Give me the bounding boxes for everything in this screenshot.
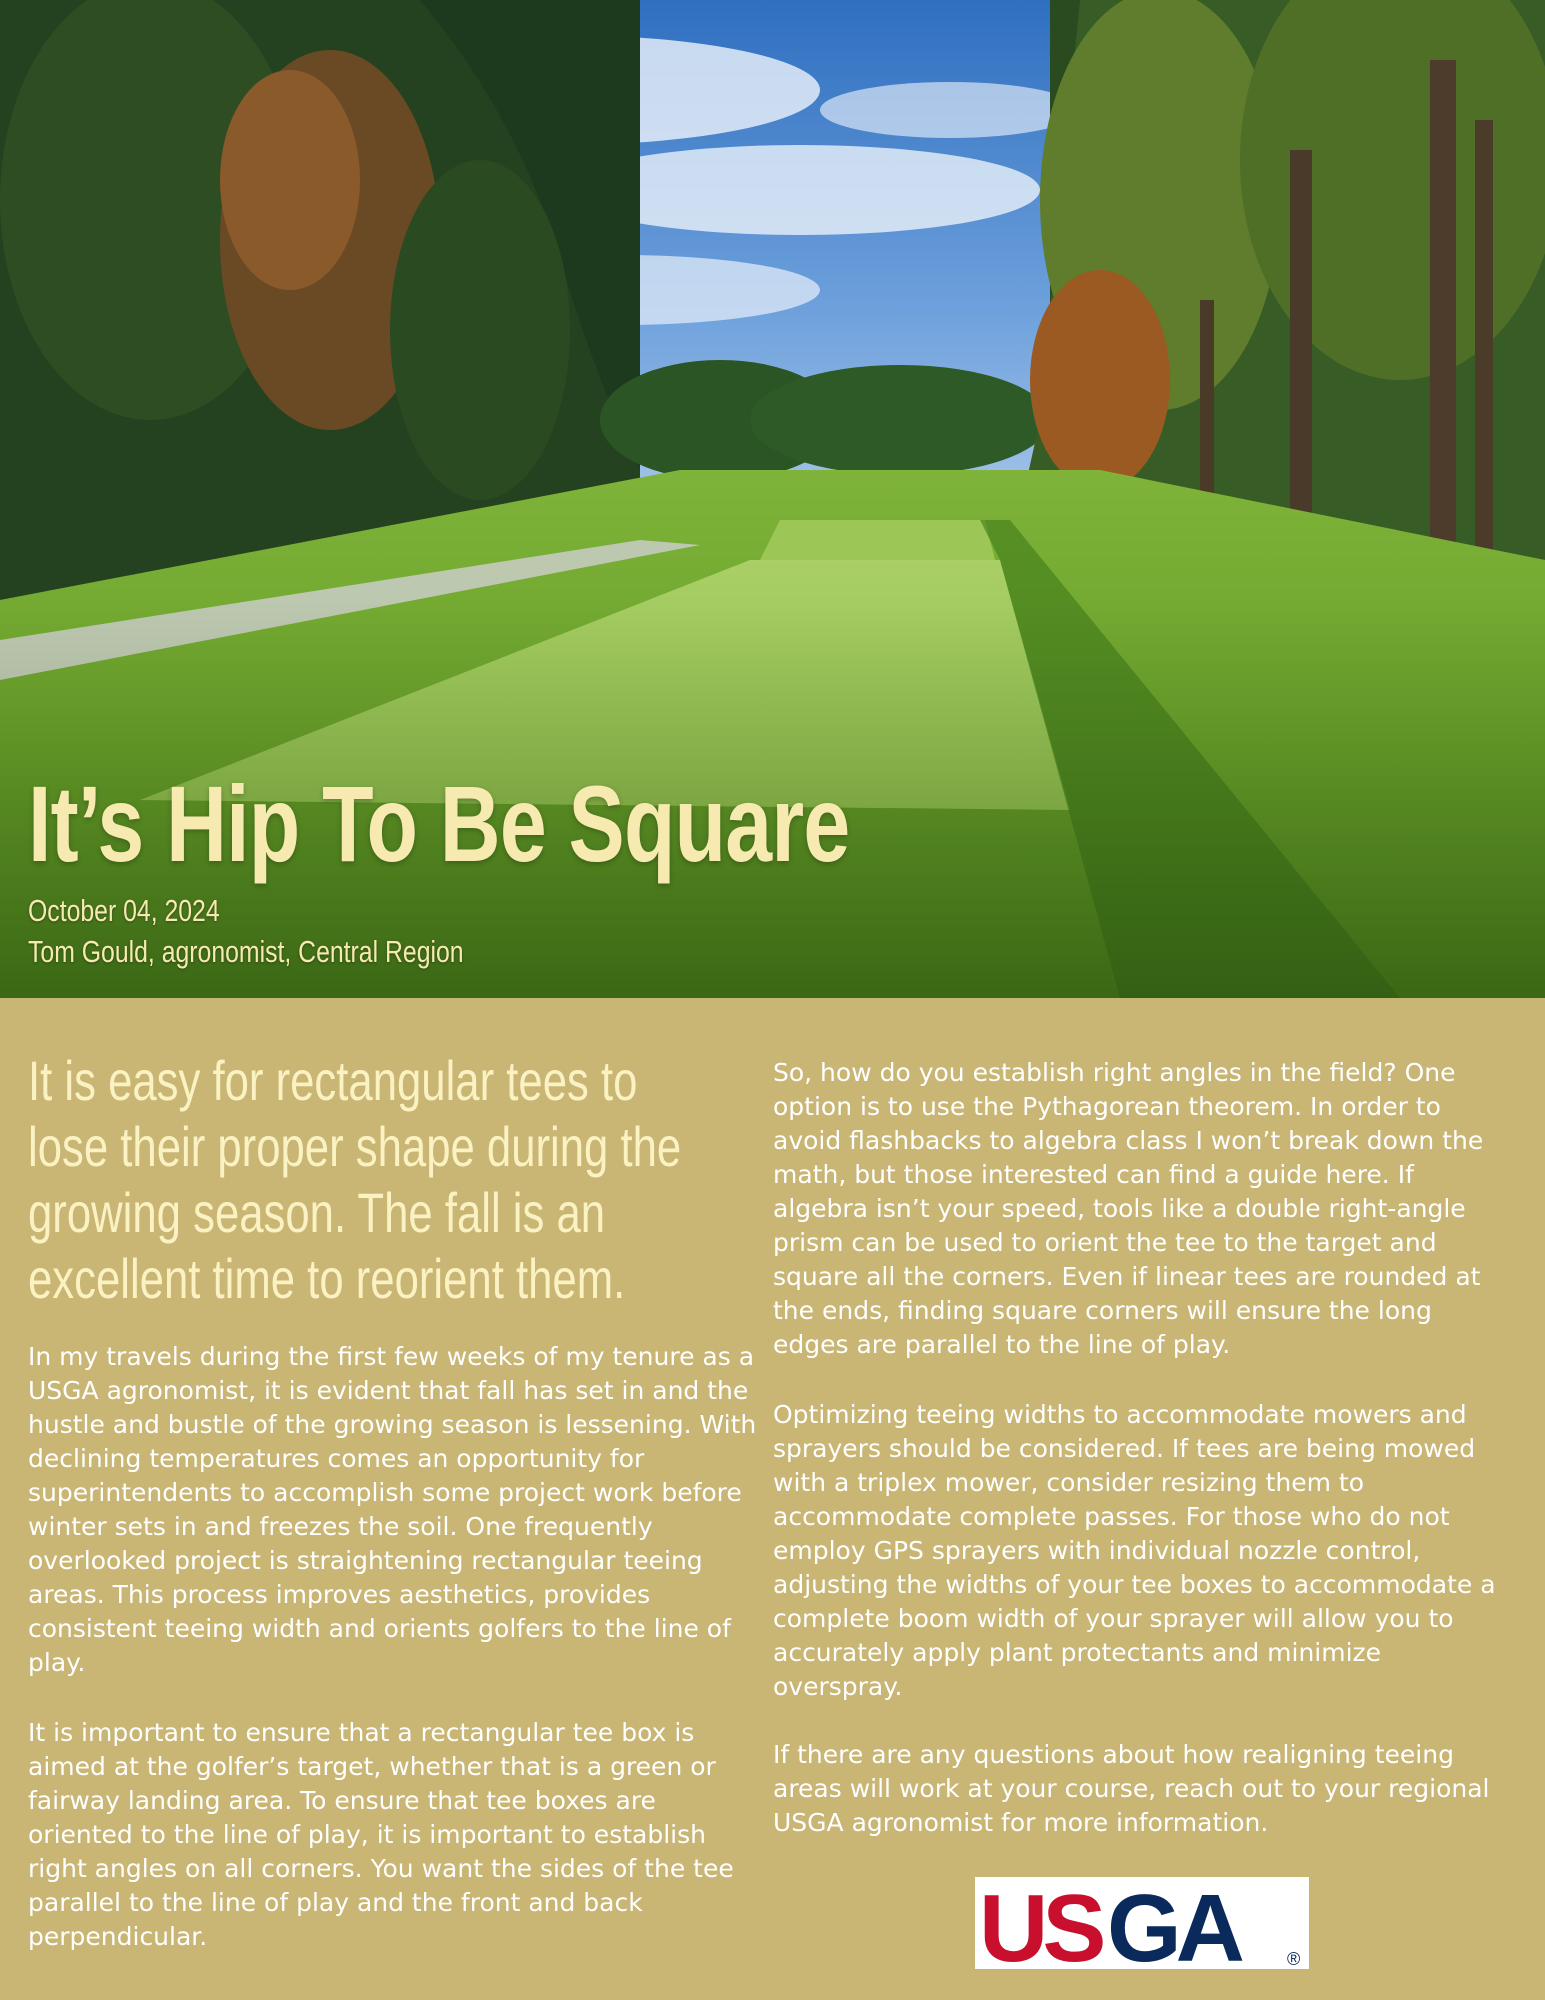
hero-heading-block	[28, 763, 1081, 972]
usga-logo	[975, 1877, 1309, 1969]
article-body	[0, 998, 1545, 2000]
article-lede: It is easy for rectangular tees to lose their proper shape during the growing season. The fall is an excellent time to reorient them.	[28, 1049, 682, 1310]
paragraph: It is important to ensure that a rectangular tee box is aimed at the golfer’s target, whether that is a green or fairway landing area. To ensure that tee boxes are oriented to the line of play, it is important to establish right angles on all corners. You want the sides of the tee parallel to the line of play and the front and back perpendicular.	[28, 1718, 734, 1951]
svg-text:®: ®	[1287, 1949, 1301, 1969]
paragraph: Optimizing teeing widths to accommodate mowers and sprayers should be considered. If tees are being mowed with a triplex mower, consider resizing them to accommodate complete passes. For those who do not employ GPS sprayers with individual nozzle control, adjusting the widths of your tee boxes to accommodate a complete boom width of your sprayer will allow you to accurately apply plant protectants and minimize overspray.	[773, 1400, 1496, 1701]
paragraph: So, how do you establish right angles in the field? One option is to use the Pythagorean theorem. In order to avoid flashbacks to algebra class I won’t break down the math, but those interested can find a guide here. If algebra isn’t your speed, tools like a double right-angle prism can be used to orient the tee to the target and square all the corners. Even if linear tees are rounded at the ends, finding square corners will ensure the long edges are parallel to the line of play.	[773, 1058, 1484, 1359]
hero-image	[0, 0, 1545, 998]
paragraph: If there are any questions about how realigning teeing areas will work at your course, reach out to your regional USGA agronomist for more information.	[773, 1740, 1490, 1837]
article-title: It’s Hip To Be Square	[28, 763, 850, 884]
paragraph: In my travels during the first few weeks of my tenure as a USGA agronomist, it is evident that fall has set in and the hustle and bustle of the growing season is lessening. With declining temperatures comes an opportunity for superintendents to accomplish some project work before winter sets in and freezes the soil. One frequently overlooked project is straightening rectangular teeing areas. This process improves aesthetics, provides consistent teeing width and orients golfers to the line of play.	[28, 1342, 757, 1677]
article-date: October 04, 2024	[28, 893, 220, 928]
article-author: Tom Gould, agronomist, Central Region	[28, 934, 464, 969]
svg-text:GA: GA	[1107, 1877, 1239, 1969]
svg-text:US: US	[979, 1877, 1101, 1969]
